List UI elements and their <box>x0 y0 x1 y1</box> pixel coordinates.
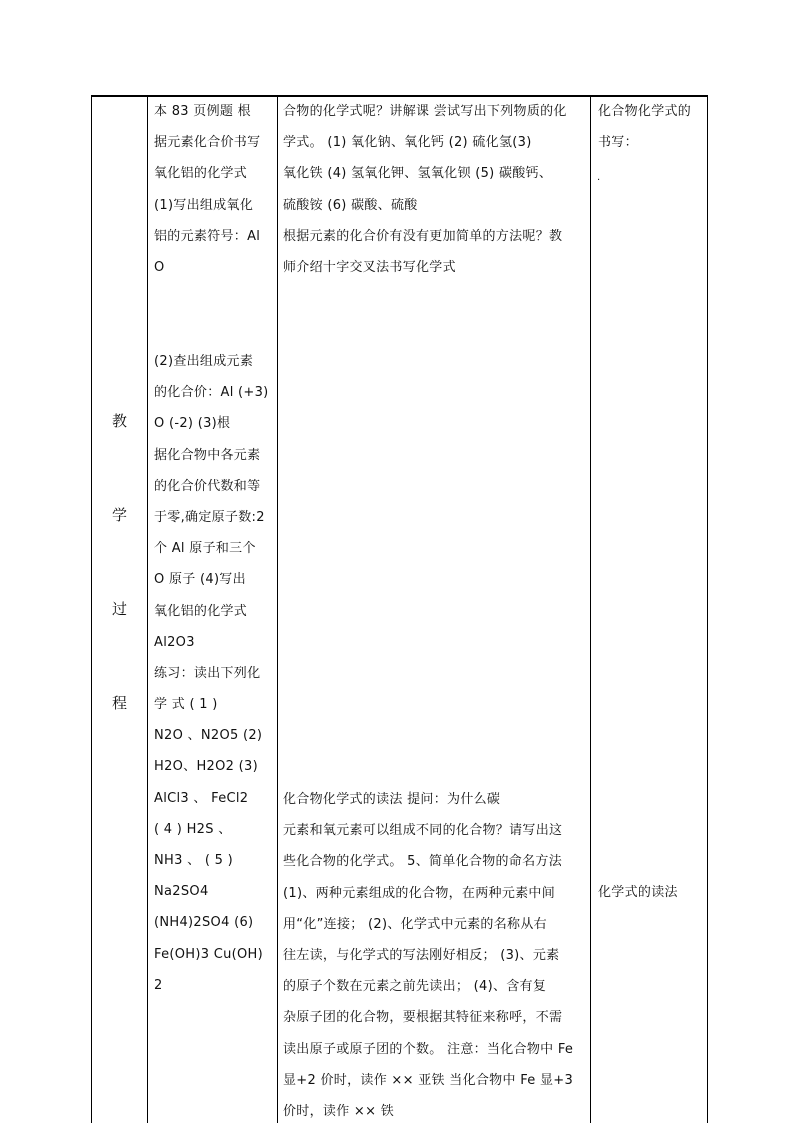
text-line: 氧化铝的化学式 <box>154 166 248 182</box>
text-line: 读出原子或原子团的个数。 注意：当化合物中 Fe <box>283 1041 574 1057</box>
row-label-column <box>92 96 147 1123</box>
row-label-char: 程 <box>111 694 127 712</box>
text-line: N2O 、N2O5 (2) <box>154 728 263 744</box>
text-line: 据元素化合价书写 <box>154 135 261 151</box>
text-line: (NH4)2SO4 (6) <box>154 915 254 931</box>
text-line: 的化合价：Al (+3) <box>154 385 269 401</box>
example-column-block-2 <box>154 346 272 1001</box>
activity-column-block-2 <box>283 784 586 1127</box>
text-line: 杂原子团的化合物，要根据其特征来称呼，不需 <box>283 1010 563 1026</box>
text-line: 化学式的读法 <box>598 885 678 900</box>
column-divider-1 <box>147 95 148 1123</box>
text-line: (2)查出组成元素 <box>154 354 254 369</box>
text-line: 合物的化学式呢？讲解课 尝试写出下列物质的化 <box>283 104 567 119</box>
text-line: 化合物化学式的读法 提问：为什么碳 <box>283 792 501 807</box>
row-label-char: 学 <box>111 506 127 524</box>
row-label-char: 过 <box>111 600 127 618</box>
text-line: H2O、H2O2 (3) <box>154 759 258 775</box>
text-line: 师介绍十字交叉法书写化学式 <box>283 259 456 275</box>
column-divider-2 <box>277 95 278 1123</box>
text-line: 往左读，与化学式的写法刚好相反； (3)、元素 <box>283 947 560 963</box>
example-column-block-1 <box>154 96 272 283</box>
text-line: Fe(OH)3 Cu(OH) <box>154 946 263 962</box>
text-line: 书写： <box>598 135 638 151</box>
text-line: 练习：读出下列化 <box>154 665 261 681</box>
text-line: Al2O3 <box>154 634 195 650</box>
text-line: 显+2 价时，读作 ×× 亚铁 当化合物中 Fe 显+3 <box>283 1072 574 1088</box>
text-line: 的原子个数在元素之前先读出； (4)、含有复 <box>283 979 547 995</box>
text-line: ( 4 ) H2S 、 <box>154 821 232 837</box>
text-line: 2 <box>154 977 163 993</box>
row-label-char: 教 <box>111 412 127 430</box>
stray-dot-mark: . <box>597 172 601 183</box>
text-line: 元素和氧元素可以组成不同的化合物？请写出这 <box>283 823 563 839</box>
text-line: 铝的元素符号：Al <box>154 228 261 244</box>
text-line: 价时，读作 ×× 铁 <box>283 1103 395 1119</box>
text-line: AlCl3 、 FeCl2 <box>154 790 249 806</box>
text-line: 根据元素的化合价有没有更加简单的方法呢？教 <box>283 228 563 244</box>
text-line: NH3 、 ( 5 ) <box>154 853 234 868</box>
text-line: 的化合价代数和等 <box>154 478 261 494</box>
text-line: 据化合物中各元素 <box>154 447 261 463</box>
text-line: 本 83 页例题 根 <box>154 104 251 119</box>
text-line: O 原子 (4)写出 <box>154 572 246 588</box>
topic-column-block-1 <box>598 96 708 158</box>
activity-column-block-1 <box>283 96 586 283</box>
text-line: 学式。 (1) 氧化钠、氧化钙 (2) 硫化氢(3) <box>283 135 532 151</box>
text-line: (1)写出组成氧化 <box>154 197 254 213</box>
column-divider-3 <box>590 95 591 1123</box>
table-right-border <box>707 95 708 1123</box>
text-line: 化合物化学式的 <box>598 104 692 119</box>
text-line: Na2SO4 <box>154 884 209 900</box>
topic-column-block-2 <box>598 877 708 908</box>
text-line: (1)、两种元素组成的化合物，在两种元素中间 <box>283 885 556 901</box>
text-line: 用“化”连接； (2)、化学式中元素的名称从右 <box>283 916 547 932</box>
text-line: 氧化铁 (4) 氢氧化钾、氢氧化钡 (5) 碳酸钙、 <box>283 166 553 182</box>
text-line: 学 式 ( 1 ) <box>154 697 218 713</box>
text-line: 氧化铝的化学式 <box>154 603 248 619</box>
text-line: 些化合物的化学式。 5、简单化合物的命名方法 <box>283 854 563 870</box>
text-line: 个 Al 原子和三个 <box>154 541 256 557</box>
text-line: 于零,确定原子数:2 <box>154 509 265 525</box>
text-line: O (-2) (3)根 <box>154 416 231 432</box>
text-line: 硫酸铵 (6) 碳酸、硫酸 <box>283 197 418 213</box>
text-line: O <box>154 259 165 275</box>
